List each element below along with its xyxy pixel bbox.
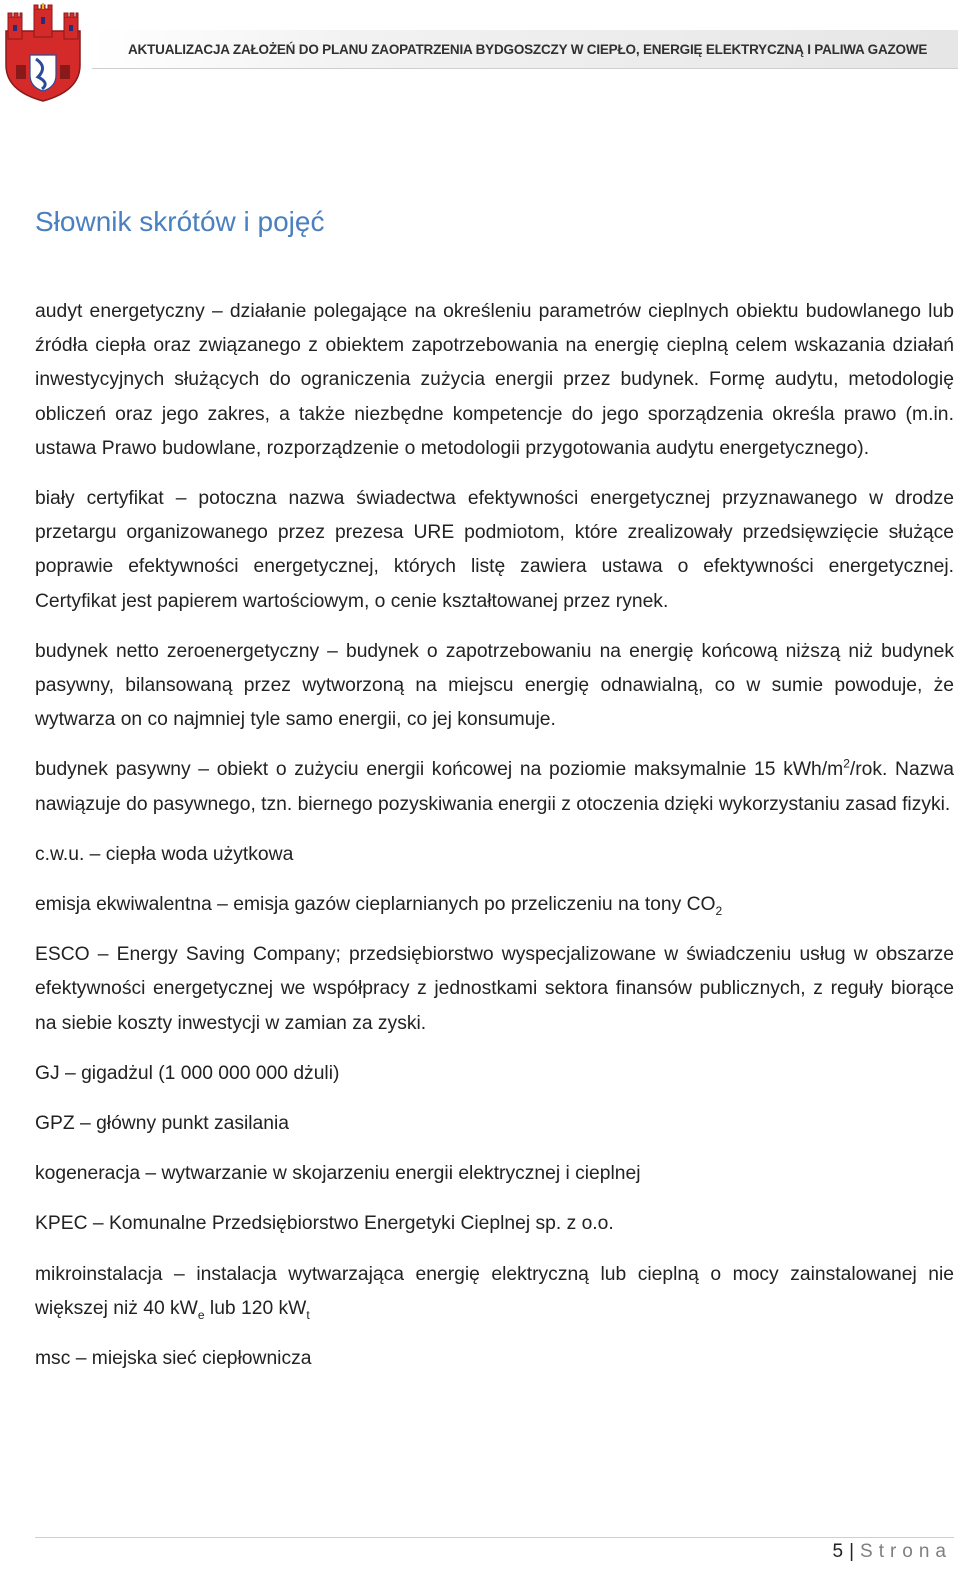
- subscript: e: [197, 1307, 205, 1322]
- glossary-entry-budynek-zeroenergetyczny: budynek netto zeroenergetyczny – budynek o zapotrzebowaniu na energię końcową niższą niż budynek pasywny, bilansowaną przez wytworzoną na miejscu energię odnawialną, co w sumie powoduje, że wytwarza on co najmniej tyle samo energii, co jej konsumuje.: [35, 640, 954, 731]
- subscript: 2: [715, 903, 723, 918]
- footer-separator: |: [849, 1541, 855, 1562]
- glossary-entry-mikroinstalacja: [35, 1258, 954, 1326]
- header-title: AKTUALIZACJA ZAŁOŻEŃ DO PLANU ZAOPATRZENIA BYDGOSZCZY W CIEPŁO, ENERGIĘ ELEKTRYCZNĄ I PALIWA GAZOWE: [128, 42, 928, 57]
- header-band: [92, 30, 958, 69]
- glossary-entry-kogeneracja: kogeneracja – wytwarzanie w skojarzeniu energii elektrycznej i cieplnej: [35, 1163, 641, 1185]
- glossary-entry-msc: msc – miejska sieć ciepłownicza: [35, 1348, 312, 1370]
- glossary-entry-bialy-certyfikat: biały certyfikat – potoczna nazwa świadectwa efektywności energetycznej przyznawanego w drodze przetargu organizowanego przez prezesa URE podmiotom, które zrealizowały przedsięwzięcie służące poprawie efektywności energetycznej, których listę zawiera ustawa o efektywności energetycznej. Certyfikat jest papierem wartościowym, o cenie kształtowanej przez rynek.: [35, 488, 954, 612]
- page-number: 5: [832, 1541, 844, 1562]
- footer-divider: [35, 1537, 954, 1538]
- glossary-entry-cwu: c.w.u. – ciepła woda użytkowa: [35, 843, 294, 865]
- glossary-entry-emisja-ekwiwalentna: [35, 888, 954, 922]
- glossary-entry-audyt: audyt energetyczny – działanie polegające na określeniu parametrów cieplnych obiektu budowlanego lub źródła ciepła oraz związanego z obiektem zapotrzebowania na energię cieplną celem wskazania działań inwestycyjnych służących do ograniczenia zużycia energii przez budynek. Formę audytu, metodologię obliczeń oraz jego zakres, a także niezbędne kompetencje do jego sporządzenia określa prawo (m.in. ustawa Prawo budowlane, rozporządzenie o metodologii przygotowania audytu energetycznego).: [35, 301, 954, 459]
- glossary-entry-kpec: KPEC – Komunalne Przedsiębiorstwo Energetyki Cieplnej sp. z o.o.: [35, 1213, 614, 1235]
- entry-text: /rok. Nazwa nawiązuje do pasywnego, tzn. biernego pozyskiwania energii z otoczenia dzięki wykorzystaniu zasad fizyki.: [35, 759, 954, 815]
- glossary-entry-gpz: GPZ – główny punkt zasilania: [35, 1113, 289, 1135]
- entry-text: emisja ekwiwalentna – emisja gazów cieplarnianych po przeliczeniu na tony CO: [35, 894, 716, 916]
- page-word: Strona: [860, 1541, 952, 1562]
- glossary-entry-esco: ESCO – Energy Saving Company; przedsiębiorstwo wyspecjalizowane w świadczeniu usług w obszarze efektywności energetycznej we współpracy z jednostkami sektora finansów publicznych, z reguły biorące na siebie koszty inwestycji w zamian za zyski.: [35, 944, 954, 1034]
- glossary-entry-budynek-pasywny: [35, 753, 954, 821]
- subscript: t: [306, 1307, 310, 1322]
- entry-text: lub 120 kW: [204, 1297, 307, 1319]
- page-header: [0, 0, 960, 105]
- page-footer: [833, 1541, 953, 1563]
- entry-text: mikroinstalacja – instalacja wytwarzająca energię elektryczną lub cieplną o mocy zainstalowanej nie większej niż 40 kW: [35, 1263, 954, 1319]
- glossary-entry-gj: GJ – gigadżul (1 000 000 000 dżuli): [35, 1062, 340, 1084]
- page-title: Słownik skrótów i pojęć: [35, 206, 325, 237]
- coat-of-arms-icon: [2, 3, 84, 103]
- entry-text: budynek pasywny – obiekt o zużyciu energii końcowej na poziomie maksymalnie 15 kWh/m: [35, 759, 844, 781]
- glossary: [35, 295, 954, 1392]
- superscript: 2: [843, 757, 850, 772]
